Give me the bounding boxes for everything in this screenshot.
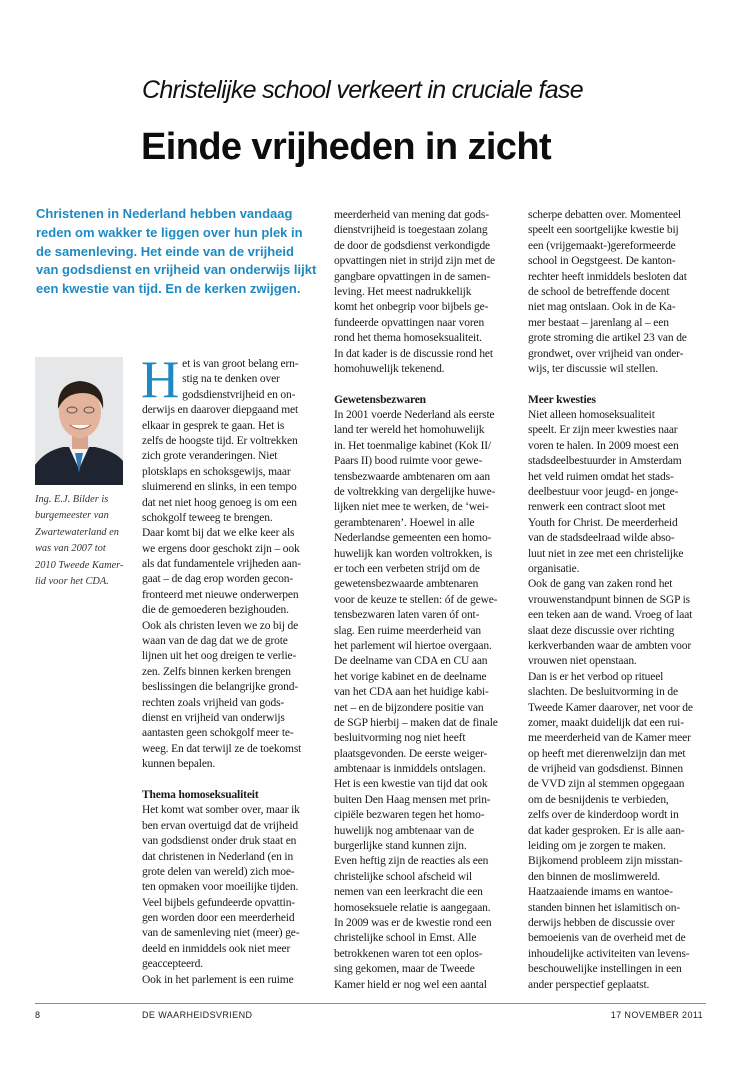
text-line: de SGP hierbij – maken dat de finale — [334, 716, 498, 729]
text-line: christelijke school afscheid wil — [334, 870, 472, 883]
text-line: gangbare opvattingen in de samen- — [334, 270, 490, 283]
text-line: van de stadsdeelraad wilde abso- — [528, 532, 675, 545]
text-line: sing gekomen, maar de Tweede — [334, 963, 475, 976]
paragraph-gap — [528, 377, 710, 392]
text-line: Dan is er het verbod op ritueel — [528, 670, 664, 683]
text-line: het veld ruimen omdat het stads- — [528, 470, 674, 483]
text-line: me meerderheid van de Kamer meer — [528, 732, 691, 745]
text-line: mer bestaat – jarenlang al – een — [528, 316, 669, 329]
text-line: stadsdeelbestuurder in Amsterdam — [528, 455, 682, 468]
text-line: huwelijk kan worden voltrokken, is — [334, 547, 493, 560]
paragraph — [334, 408, 514, 654]
text-line: deeld en inmiddels ook niet meer — [142, 942, 291, 955]
text-line: speelt een soortgelijke kwestie bij — [528, 224, 679, 237]
text-line: van het CDA aan het huidige kabi- — [334, 686, 489, 699]
text-line: Bijkomend probleem zijn misstan- — [528, 855, 683, 868]
text-line: et is van groot belang ern- — [182, 358, 299, 370]
caption-line: burgemeester van — [35, 510, 109, 522]
text-line: zich grote veranderingen. Niet — [142, 450, 278, 463]
text-line: derwijs en daarover diepgaand met — [142, 404, 298, 417]
text-line: burgerlijke stand kunnen zijn. — [334, 840, 467, 853]
paragraph — [142, 526, 320, 618]
text-line: als dat fundamentele vrijheden aan- — [142, 558, 301, 571]
footer-rule — [35, 1003, 706, 1004]
section-heading: Thema homoseksualiteit — [142, 788, 259, 801]
text-line: Daar komt bij dat we elke keer als — [142, 527, 295, 540]
text-line: weeg. En dat terwijl ze de toekomst — [142, 742, 302, 755]
text-line: Nederlandse gemeenten een homo- — [334, 532, 492, 545]
text-line: het vorige kabinet en de deelname — [334, 670, 487, 683]
text-line: ambtenaar is inmiddels ontslagen. — [334, 763, 486, 776]
text-line: In dat kader is de discussie rond het — [334, 347, 493, 360]
text-line: Even heftig zijn de reacties als een — [334, 855, 489, 868]
text-line: voren te halen. In 2009 moest een — [528, 439, 679, 452]
text-line: organisatie. — [528, 562, 580, 575]
paragraph — [142, 803, 320, 972]
paragraph — [142, 973, 320, 988]
text-line: fronteerd met nieuwe onderwerpen — [142, 588, 299, 601]
lead-line: Christenen in Nederland hebben vandaag — [36, 206, 293, 221]
text-line: Tweede Kamer daarover, net voor de — [528, 701, 693, 714]
text-line: aantasten geen schokgolf meer te- — [142, 727, 294, 740]
article-headline: Einde vrijheden in zicht — [141, 126, 552, 168]
text-line: besluitvorming nog niet heeft — [334, 732, 466, 745]
text-line: nemen van een leerkracht die een — [334, 886, 483, 899]
text-line: buiten Den Haag mensen met prin- — [334, 793, 491, 806]
text-line: Ook als christen leven we zo bij de — [142, 619, 299, 632]
text-line: een (vrijgemaakt-)gereformeerde — [528, 239, 676, 252]
article-column-3 — [528, 208, 710, 993]
text-line: beschouwelijke instellingen in een — [528, 963, 682, 976]
text-line: grote stroming die artikel 23 van de — [528, 332, 687, 345]
paragraph — [528, 854, 710, 993]
text-line: net – en de bijzondere positie van — [334, 701, 484, 714]
paragraph — [528, 408, 710, 577]
text-line: Ook de gang van zaken rond het — [528, 578, 673, 591]
text-line: die de gemoederen bezighouden. — [142, 604, 289, 617]
text-line: homoseksuele relatie is aangegaan. — [334, 901, 491, 914]
caption-line: 2010 Tweede Kamer- — [35, 559, 124, 571]
text-line: slachten. De besluitvorming in de — [528, 686, 678, 699]
text-line: den binnen de moslimwereld. — [528, 870, 661, 883]
text-line: gewetensbezwaarde ambtenaren — [334, 578, 479, 591]
text-line: geaccepteerd. — [142, 958, 203, 971]
text-line: dat christenen in Nederland (en in — [142, 850, 294, 863]
text-line: school in Oegstgeest. De kanton- — [528, 255, 676, 268]
text-line: tensbezwaren laten varen óf ont- — [334, 609, 480, 622]
text-line: scherpe debatten over. Momenteel — [528, 209, 681, 221]
section-heading: Meer kwesties — [528, 393, 596, 406]
text-line: waan van de dag dat we de grote — [142, 635, 288, 648]
photo-caption — [35, 492, 130, 590]
issue-date: 17 NOVEMBER 2011 — [610, 1010, 703, 1020]
text-line: de school de betreffende docent — [528, 285, 670, 298]
text-line: ten opmaken voor moeilijke tijden. — [142, 881, 299, 894]
text-line: sluimerend en slinks, in een tempo — [142, 481, 297, 494]
text-line: rechten zoals vrijheid van gods- — [142, 696, 285, 709]
text-line: inhoudelijke activiteiten van levens- — [528, 947, 690, 960]
caption-line: Ing. E.J. Bilder is — [35, 494, 109, 505]
text-line: beslissingen die belangrijke grond- — [142, 681, 299, 694]
text-line: In 2009 was er de kwestie rond een — [334, 916, 492, 929]
text-line: godsdienstvrijheid en on- — [182, 388, 296, 401]
text-line: vrouwen niet openstaan. — [528, 655, 637, 668]
text-line: Het is een kwestie van tijd dat ook — [334, 778, 488, 791]
text-line: grote delen van wereld) zich moe- — [142, 865, 295, 878]
text-line: stig na te denken over — [182, 373, 280, 386]
text-line: gen worden door een meerderheid — [142, 912, 295, 925]
text-line: betrokkenen waren tot een oplos- — [334, 947, 483, 960]
text-line: opvattingen niet in strijd zijn met de — [334, 255, 496, 268]
text-line: luut niet in zee met een christelijke — [528, 547, 684, 560]
text-line: speelt. Er zijn meer kwesties naar — [528, 424, 678, 437]
text-line: de voltrekking van dergelijke huwe- — [334, 486, 496, 499]
text-line: komt het onbegrip voor bijbels ge- — [334, 301, 489, 314]
text-line: schokgolf teweeg te brengen. — [142, 511, 273, 524]
text-line: om de besnijdenis te verbieden, — [528, 793, 669, 806]
text-line: huwelijk nog ambtenaar van de — [334, 824, 474, 837]
text-line: deelbestuur voor jeugd- en jonge- — [528, 486, 679, 499]
text-line: zen. Zelfs binnen kerken brengen — [142, 665, 291, 678]
text-line: lijken niet mee te werken, de ‘wei- — [334, 501, 489, 514]
text-line: niet mag ontslaan. Ook in de Ka- — [528, 301, 676, 314]
lead-line: een kwestie van tijd. En de kerken zwijgen. — [36, 281, 301, 297]
text-line: we ergens door geschokt zijn – ook — [142, 542, 300, 555]
text-line: Veel bijbels gefundeerde opvattin- — [142, 896, 295, 909]
text-line: leiding om je zorgen te maken. — [528, 840, 666, 853]
text-line: de VVD zijn al stemmen opgegaan — [528, 778, 685, 791]
text-line: slag. Een ruime meerderheid van — [334, 624, 482, 637]
paragraph — [334, 208, 514, 377]
text-line: voor de keuze te stellen: óf de gewe- — [334, 593, 498, 606]
text-line: plotsklaps en schoksgewijs, maar — [142, 465, 291, 478]
text-line: dienstvrijheid is toegestaan zolang — [334, 224, 488, 237]
paragraph — [528, 208, 710, 377]
text-line: lijnen uit het oog dreigen te verlie- — [142, 650, 297, 663]
text-line: gerambtenaren’. Hoewel in alle — [334, 516, 475, 529]
text-line: een teken aan de wand. Vroeg of laat — [528, 609, 693, 622]
text-line: derwijs hebben de discussie over — [528, 916, 675, 929]
text-line: Paars II) bood ruimte voor gewe- — [334, 455, 483, 468]
paragraph — [528, 577, 710, 669]
text-line: Youth for Christ. De meerderheid — [528, 516, 678, 529]
text-line: er toch een verbeten strijd om de — [334, 562, 480, 575]
text-line: van godsdienst onder druk staat en — [142, 835, 297, 848]
text-line: standen binnen het islamitisch on- — [528, 901, 681, 914]
caption-line: was van 2007 tot — [35, 543, 106, 555]
text-line: kunnen bepalen. — [142, 758, 216, 771]
text-line: plaatsgevonden. De eerste weiger- — [334, 747, 488, 760]
text-line: Haatzaaiende imams en wantoe- — [528, 886, 673, 899]
paragraph-gap — [142, 773, 320, 788]
text-line: zelfs over de kinderdoop wordt in — [528, 809, 679, 822]
text-line: in. Het toenmalige kabinet (Kok II/ — [334, 439, 491, 452]
article-kicker: Christelijke school verkeert in cruciale fase — [142, 76, 583, 104]
text-line: grondwet, over vrijheid van onder- — [528, 347, 684, 360]
paragraph — [334, 654, 514, 854]
lead-line: reden om wakker te liggen over hun plek in — [36, 224, 303, 240]
article-lead — [36, 205, 326, 299]
caption-line: lid voor het CDA. — [35, 576, 109, 588]
caption-line: Zwartewaterland en — [35, 526, 119, 538]
text-line: zelfs de hoogste tijd. Er voltrekken — [142, 434, 298, 447]
text-line: renwerk een contract sloot met — [528, 501, 666, 514]
paragraph — [141, 351, 320, 526]
paragraph-gap — [334, 377, 514, 392]
drop-cap: H — [141, 351, 180, 409]
text-line: Niet alleen homoseksualiteit — [528, 409, 655, 422]
paragraph — [528, 670, 710, 855]
section-heading: Gewetensbezwaren — [334, 393, 426, 406]
author-photo — [35, 357, 123, 485]
text-line: cipiële bezwaren tegen het homo- — [334, 809, 485, 822]
text-line: christelijke school in Emst. Alle — [334, 932, 477, 945]
text-line: In 2001 voerde Nederland als eerste — [334, 409, 495, 422]
text-line: op heeft met dierenwelzijn dan met — [528, 747, 686, 760]
text-line: homohuwelijk tekenend. — [334, 362, 445, 375]
text-line: slaat deze discussie over richting — [528, 624, 675, 637]
lead-line: van godsdienst en vrijheid van onderwijs lijkt — [36, 262, 317, 278]
text-line: rechter heeft inmiddels besloten dat — [528, 270, 687, 283]
text-line: ben ervan overtuigd dat de vrijheid — [142, 819, 299, 832]
paragraph — [142, 619, 320, 773]
text-line: het parlement wil hiertoe overgaan. — [334, 639, 492, 652]
text-line: Het komt wat somber over, maar ik — [142, 804, 300, 817]
text-line: rond het thema homoseksualiteit. — [334, 332, 482, 345]
article-column-1 — [141, 351, 320, 988]
text-line: de door de godsdienst verkondigde — [334, 239, 491, 252]
text-line: zomer, maakt duidelijk dat een rui- — [528, 716, 684, 729]
text-line: gaat – de dag erop worden gecon- — [142, 573, 294, 586]
text-line: elkaar in gesprek te gaan. Het is — [142, 419, 285, 432]
text-line: vrouwenstandpunt binnen de SGP is — [528, 593, 691, 606]
text-line: leving. Het meest nadrukkelijk — [334, 285, 472, 298]
lead-line: de samenleving. Het einde van de vrijheid — [36, 243, 294, 259]
text-line: van de samenleving niet (meer) ge- — [142, 927, 300, 940]
text-line: tensbezwaarde ambtenaren om aan — [334, 470, 490, 483]
text-line: kerkverbanden waar de ambten voor — [528, 639, 692, 652]
text-line: De deelname van CDA en CU aan — [334, 655, 488, 668]
text-line: Kamer hield er nog wel een aantal — [334, 978, 487, 991]
text-line: bemoeienis van de overheid met de — [528, 932, 686, 945]
text-line: meerderheid van mening dat gods- — [334, 209, 489, 221]
paragraph — [334, 854, 514, 993]
text-line: ander perspectief geplaatst. — [528, 978, 650, 991]
text-line: land ter wereld het homohuwelijk — [334, 424, 485, 437]
text-line: Ook in het parlement is een ruime — [142, 973, 294, 986]
publication-name: DE WAARHEIDSVRIEND — [142, 1010, 253, 1020]
article-column-2 — [334, 208, 514, 993]
text-line: de vrijheid van godsdienst. Binnen — [528, 763, 683, 776]
text-line: fundeerde opvattingen naar voren — [334, 316, 485, 329]
text-line: dienst en vrijheid van onderwijs — [142, 711, 285, 724]
page-number: 8 — [35, 1010, 41, 1020]
text-line: wijs, ter discussie wil stellen. — [528, 362, 658, 375]
text-line: dat kader gesproken. Er is alle aan- — [528, 824, 685, 837]
text-line: dat net niet hoog genoeg is om een — [142, 496, 297, 509]
